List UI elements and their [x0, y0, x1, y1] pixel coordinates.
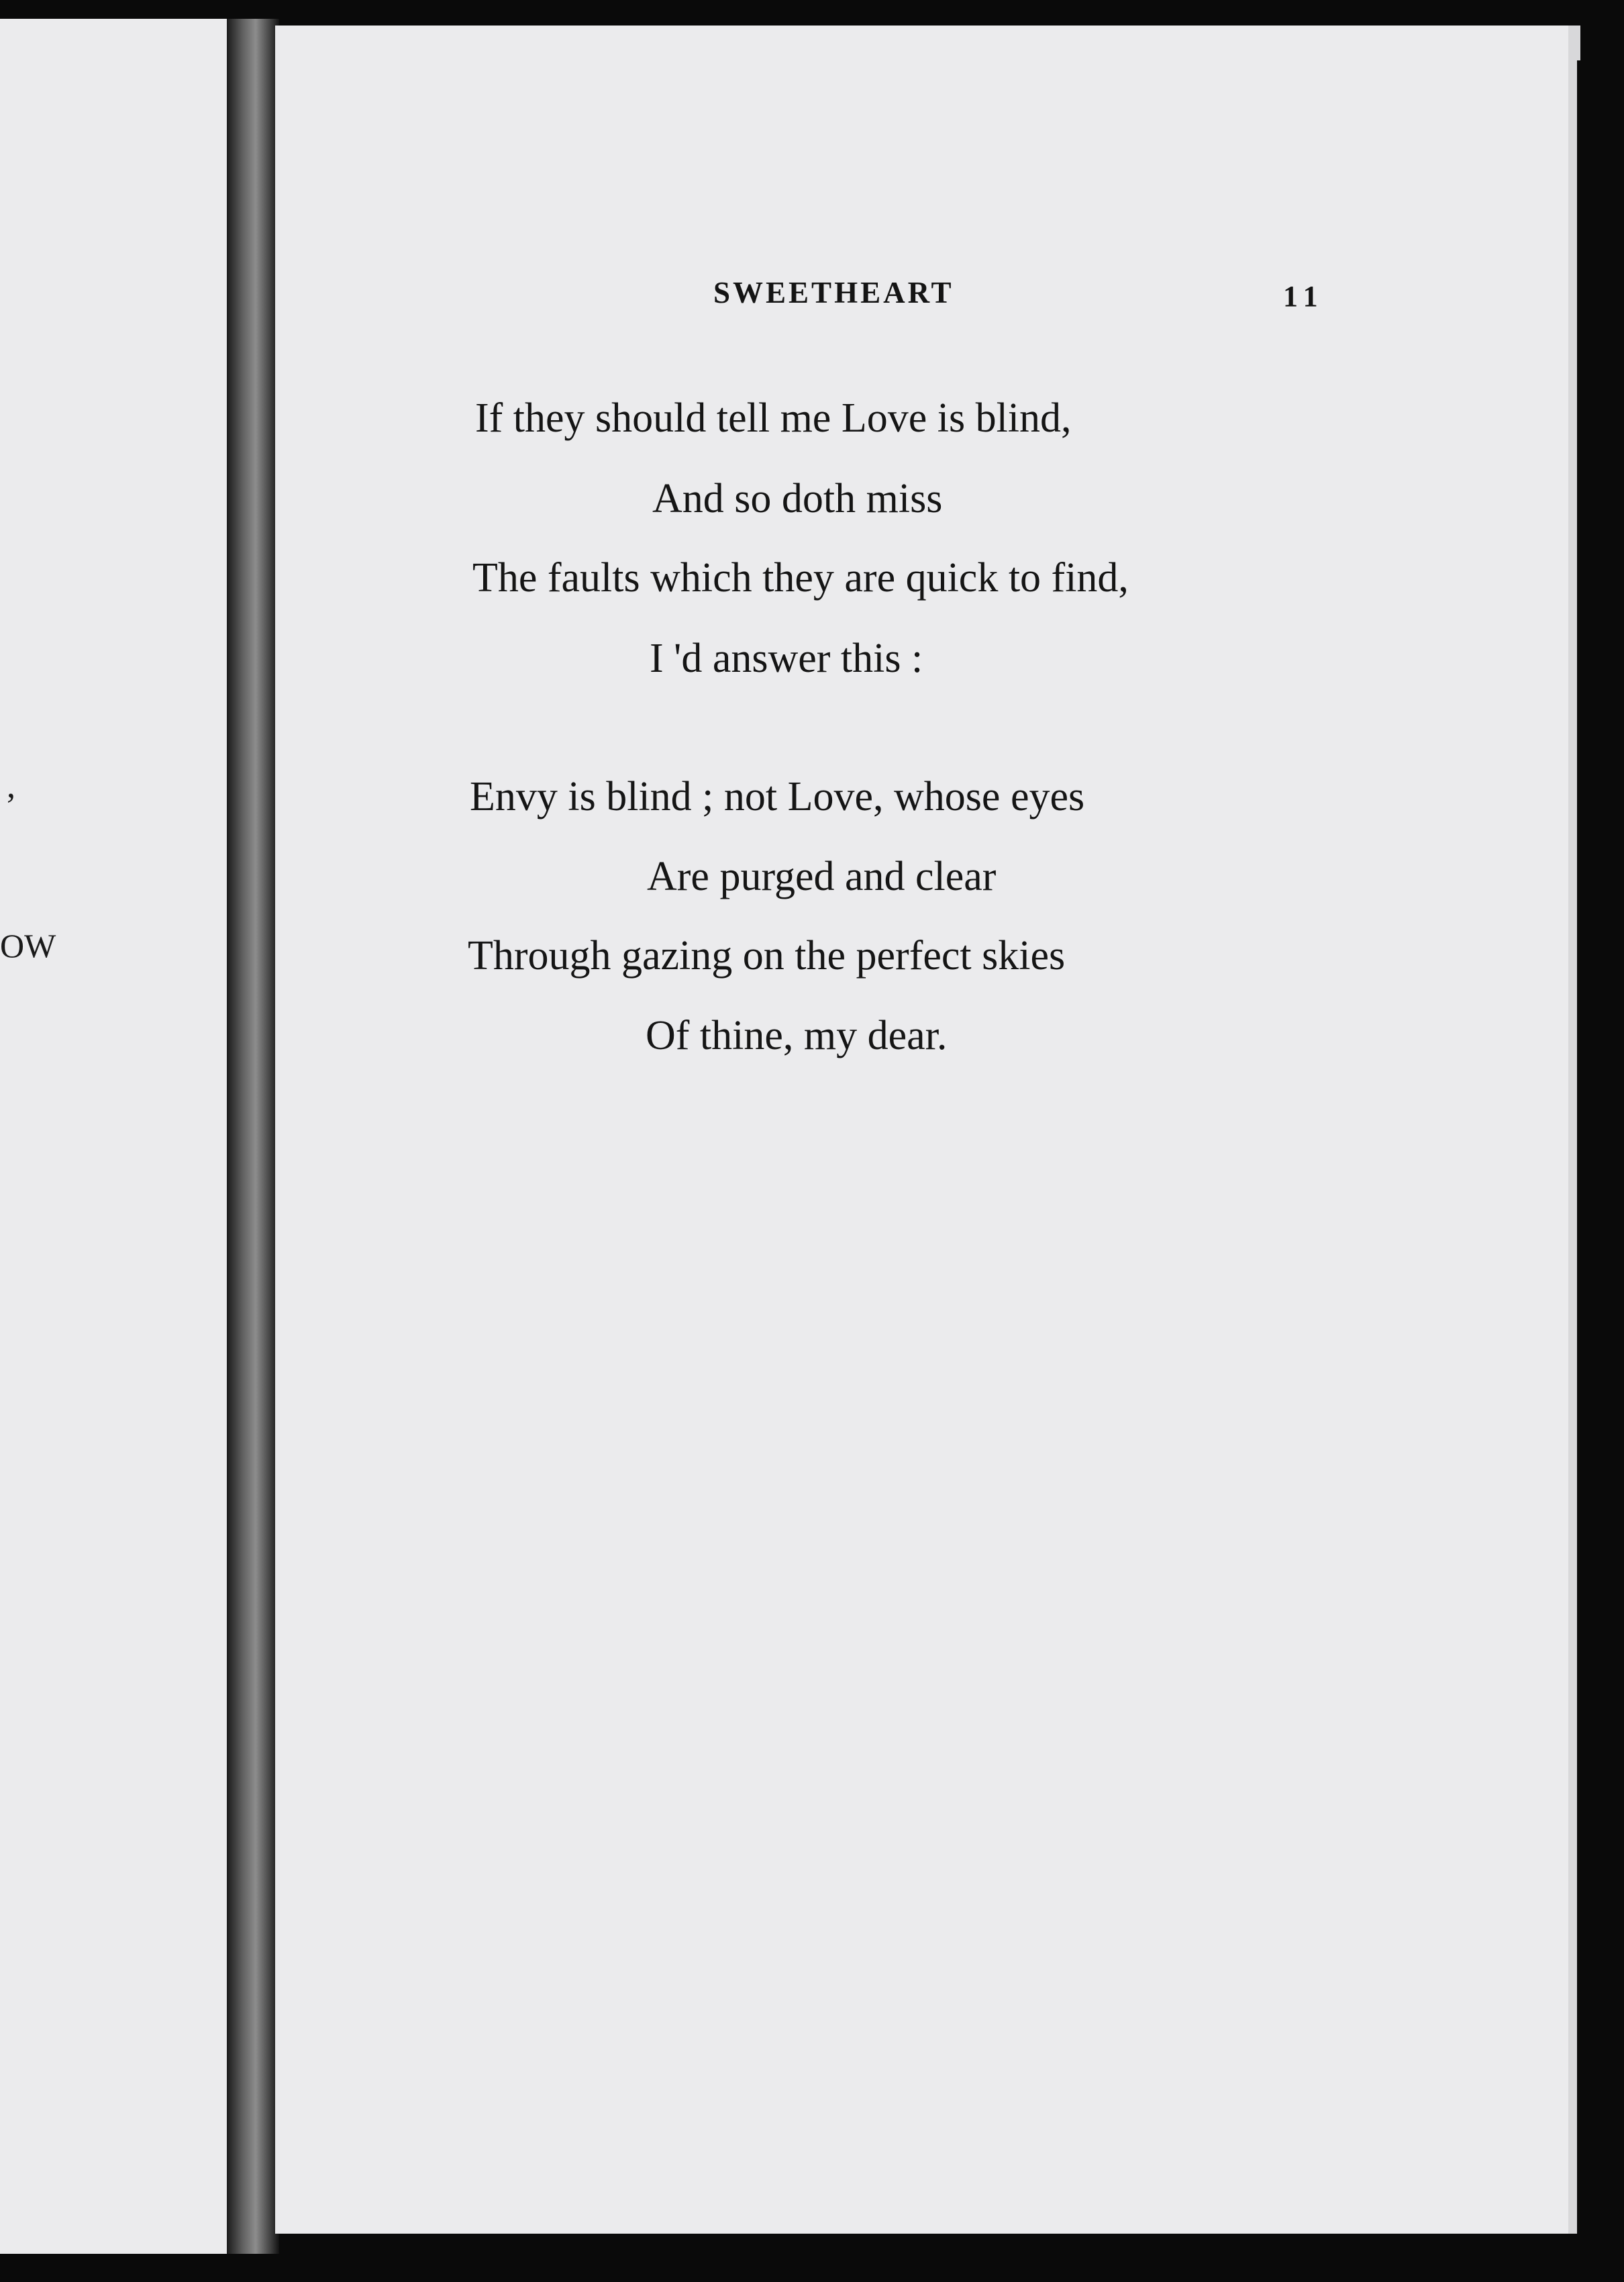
verse-line: Of thine, my dear. — [646, 1013, 948, 1058]
running-head: SWEETHEART — [713, 276, 954, 309]
verse-line: Envy is blind ; not Love, whose eyes — [470, 774, 1085, 820]
facing-page-text-fragment: , — [7, 767, 15, 805]
facing-page-left — [0, 19, 232, 2254]
book-page — [275, 26, 1580, 2234]
page-number: 11 — [1283, 280, 1325, 313]
verse-line: If they should tell me Love is blind, — [475, 395, 1072, 441]
verse-line: Through gazing on the perfect skies — [468, 933, 1066, 979]
facing-page-text-fragment: OW — [0, 927, 56, 964]
verse-line: The faults which they are quick to find, — [472, 555, 1129, 601]
verse-line: And so doth miss — [652, 476, 943, 522]
page-edge-shadow — [1577, 60, 1624, 2269]
book-gutter-shadow — [227, 19, 279, 2254]
verse-line: I 'd answer this : — [650, 636, 923, 681]
verse-line: Are purged and clear — [647, 854, 997, 899]
